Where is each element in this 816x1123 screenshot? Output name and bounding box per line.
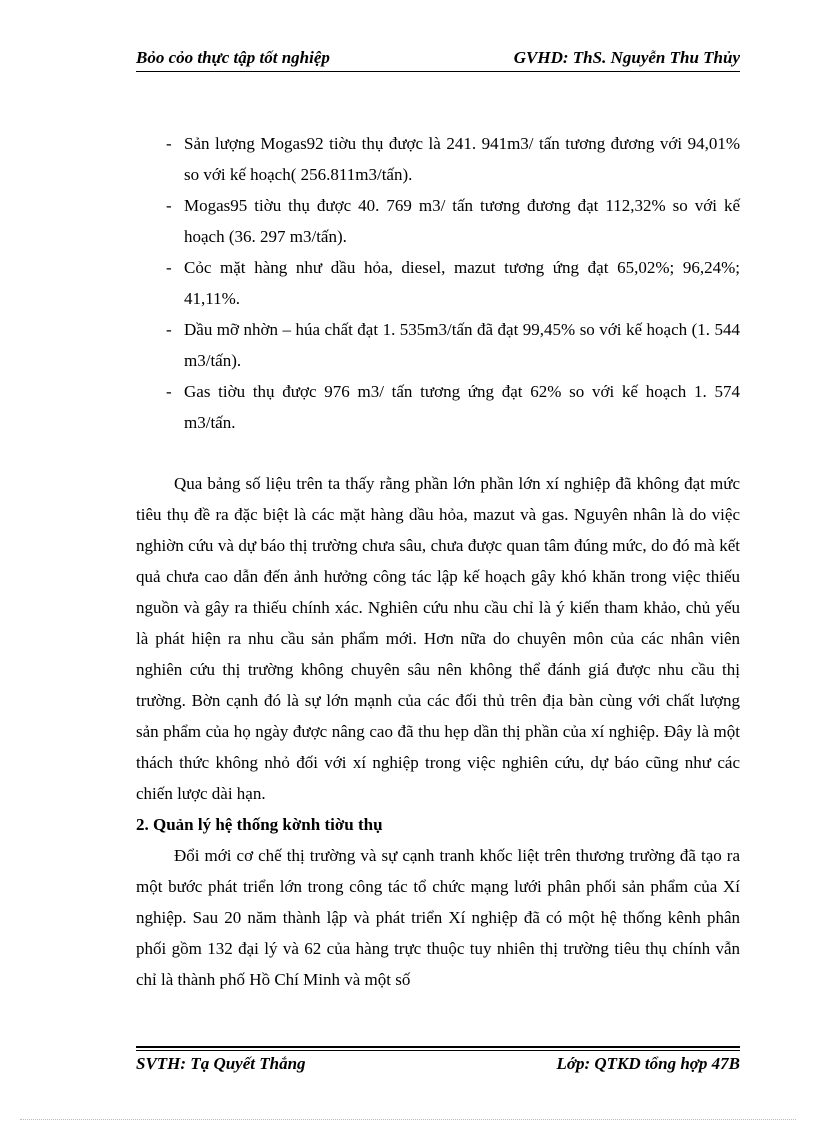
document-body xyxy=(136,128,740,995)
list-item-text: Sản lượng Mogas92 tiờu thụ được là 241. 941m3/ tấn tương đương với 94,01% so với kế hoạch( 256.811m3/tấn). xyxy=(184,134,740,184)
footer-divider-thin xyxy=(136,1050,740,1051)
header-divider xyxy=(136,71,740,72)
class-name: Lớp: QTKD tổng hợp 47B xyxy=(556,1054,740,1073)
list-item xyxy=(136,128,740,190)
supervisor-name: GVHD: ThS. Nguyễn Thu Thủy xyxy=(513,48,740,67)
bullet-dash-icon: - xyxy=(166,382,172,401)
list-item-text: Cỏc mặt hàng như dầu hỏa, diesel, mazut tương ứng đạt 65,02%; 96,24%; 41,11%. xyxy=(184,258,740,308)
page-header xyxy=(136,48,740,68)
section-heading: 2. Quản lý hệ thống kờnh tiờu thụ xyxy=(136,815,383,834)
analysis-paragraph: Qua bảng số liệu trên ta thấy rằng phần lớn phần lớn xí nghiệp đã không đạt mức tiêu thụ đề ra đặc biệt là các mặt hàng dầu hỏa, mazut và gas. Nguyên nhân là do việc nghiờn cứu và dự báo thị trường chưa sâu, chưa được quan tâm đúng mức, do đó mà kết quả chưa cao dẫn đến ảnh hưởng công tác lập kế hoạch gây khó khăn trong việc thiếu nguồn và gây ra thiếu chính xác. Nghiên cứu nhu cầu chỉ là ý kiến tham khảo, chủ yếu là phát hiện ra nhu cầu sản phẩm mới. Hơn nữa do chuyên môn của các nhân viên nghiên cứu thị trường không chuyên sâu nên không thể đánh giá được nhu cầu thị trường. Bờn cạnh đó là sự lớn mạnh của các đối thủ trên địa bàn cùng với chất lượng sản phẩm của họ ngày được nâng cao đã thu hẹp dần thị phần của xí nghiệp. Đây là một thách thức không nhỏ đối với xí nghiệp trong việc nghiên cứu, dự báo cũng như các chiến lược dài hạn. xyxy=(136,474,740,803)
list-item-text: Gas tiờu thụ được 976 m3/ tấn tương ứng đạt 62% so với kế hoạch 1. 574 m3/tấn. xyxy=(184,382,740,432)
footer-divider xyxy=(136,1046,740,1048)
bullet-dash-icon: - xyxy=(166,196,172,215)
bullet-dash-icon: - xyxy=(166,320,172,339)
page-footer xyxy=(136,1054,740,1074)
list-item-text: Mogas95 tiờu thụ được 40. 769 m3/ tấn tương đương đạt 112,32% so với kế hoạch (36. 297 m3/tấn). xyxy=(184,196,740,246)
bullet-dash-icon: - xyxy=(166,258,172,277)
page-edge xyxy=(20,1119,796,1120)
bullet-dash-icon: - xyxy=(166,134,172,153)
list-item xyxy=(136,314,740,376)
list-item-text: Dầu mỡ nhờn – húa chất đạt 1. 535m3/tấn đã đạt 99,45% so với kế hoạch (1. 544 m3/tấn). xyxy=(184,320,740,370)
student-name: SVTH: Tạ Quyết Thắng xyxy=(136,1054,306,1073)
list-item xyxy=(136,252,740,314)
report-title: Bỏo cỏo thực tập tốt nghiệp xyxy=(136,48,330,67)
list-item xyxy=(136,190,740,252)
channel-paragraph: Đổi mới cơ chế thị trường và sự cạnh tranh khốc liệt trên thương trường đã tạo ra một bước phát triển lớn trong công tác tổ chức mạng lưới phân phối sản phẩm của Xí nghiệp. Sau 20 năm thành lập và phát triển Xí nghiệp đã có một hệ thống kênh phân phối gồm 132 đại lý và 62 của hàng trực thuộc tuy nhiên thị trường tiêu thụ chính vẫn chỉ là thành phố Hồ Chí Minh và một số xyxy=(136,846,740,989)
list-item xyxy=(136,376,740,438)
